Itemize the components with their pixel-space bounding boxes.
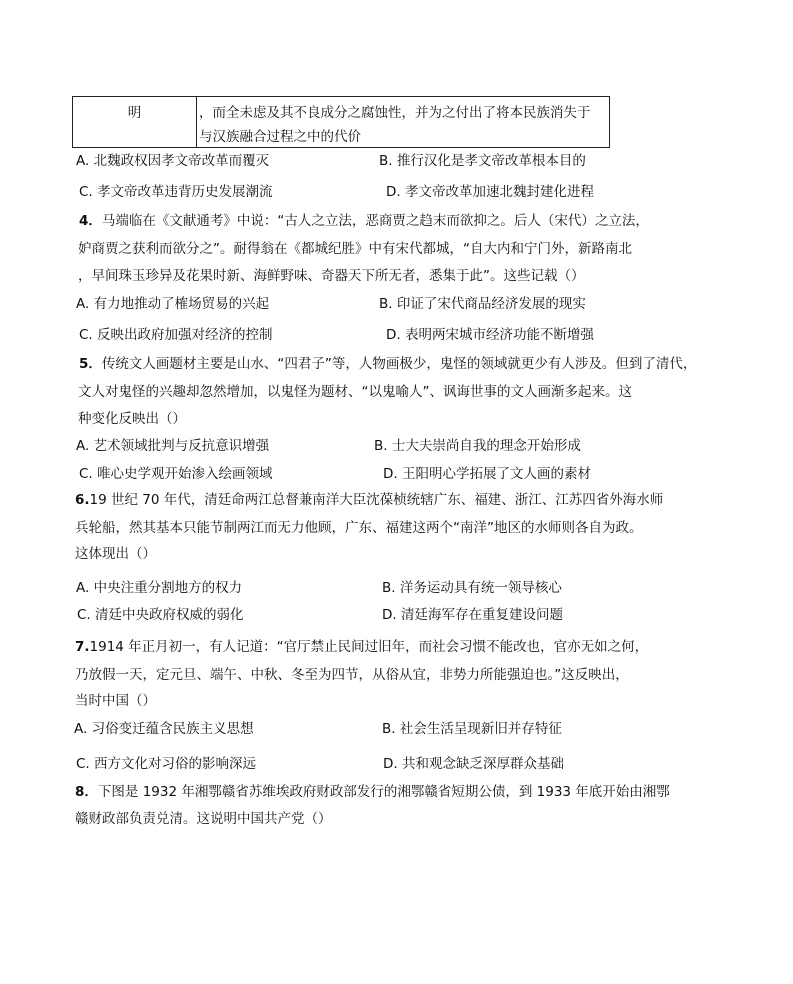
q7-option-a: A. 习俗变迁蕴含民族主义思想	[74, 721, 254, 737]
q5-stem-line-2: 文人对鬼怪的兴趣却忽然增加，以鬼怪为题材、“以鬼喻人”、讽诲世事的文人画渐多起来。这	[78, 384, 632, 400]
q4-option-d: D. 表明两宋城市经济功能不断增强	[386, 327, 594, 343]
q4-number: 4．	[79, 213, 102, 229]
table-left-cell: 明	[73, 97, 197, 147]
q5-stem-line-3: 种变化反映出（）	[78, 411, 186, 427]
q7-stem-line-2: 乃放假一天，定元旦、端午、中秋、冬至为四节，从俗从宜，非势力所能强迫也。”这反映出，	[75, 667, 629, 683]
q3-option-a: A. 北魏政权因孝文帝改革而覆灭	[76, 153, 270, 169]
q5-option-d: D. 王阳明心学拓展了文人画的素材	[383, 466, 591, 482]
q4-stem-line-2: 妒商贾之获利而欲分之”。耐得翁在《都城纪胜》中有宋代都城，“自大内和宁门外，新路南北	[78, 241, 632, 257]
table-right-cell	[197, 97, 609, 147]
q7-option-d: D. 共和观念缺乏深厚群众基础	[383, 756, 564, 772]
q6-option-d: D. 清廷海军存在重复建设问题	[382, 607, 563, 623]
q4-option-a: A. 有力地推动了榷场贸易的兴起	[76, 296, 270, 312]
q6-option-b: B. 洋务运动具有统一领导核心	[382, 580, 562, 596]
q4-stem-line-1: 4．马端临在《文献通考》中说：“古人之立法，恶商贾之趋末而欲抑之。后人（宋代）之立法，	[79, 213, 649, 229]
q3-option-c: C. 孝文帝改革违背历史发展潮流	[79, 184, 273, 200]
q6-stem-line-2: 兵轮船，然其基本只能节制两江而无力他顾，广东、福建这两个“南洋”地区的水师则各自为政。	[75, 520, 643, 536]
q5-option-a: A. 艺术领域批判与反抗意识增强	[76, 438, 270, 454]
table-right-line-2: 与汉族融合过程之中的代价	[199, 129, 361, 145]
q4-option-c: C. 反映出政府加强对经济的控制	[79, 327, 273, 343]
q8-number: 8．	[75, 784, 98, 800]
q6-option-c: C. 清廷中央政府权威的弱化	[77, 607, 244, 623]
q4-stem-line-3: ，早间珠玉珍异及花果时新、海鲜野味、奇器天下所无者，悉集于此”。这些记载（）	[78, 268, 585, 284]
q8-stem-line-1: 8．下图是 1932 年湘鄂赣省苏维埃政府财政部发行的湘鄂赣省短期公债，到 1933 年底开始由湘鄂	[75, 784, 670, 800]
q5-option-c: C. 唯心史学观开始渗入绘画领域	[79, 466, 273, 482]
q4-option-b: B. 印证了宋代商品经济发展的现实	[379, 296, 586, 312]
table-right-line-1: ，而全未虑及其不良成分之腐蚀性，并为之付出了将本民族消失于	[199, 105, 591, 121]
q7-option-c: C. 西方文化对习俗的影响深远	[76, 756, 257, 772]
table-fragment	[72, 96, 610, 148]
q3-option-b: B. 推行汉化是孝文帝改革根本目的	[379, 153, 586, 169]
q7-option-b: B. 社会生活呈现新旧并存特征	[382, 721, 562, 737]
q5-number: 5．	[79, 356, 102, 372]
q5-option-b: B. 士大夫崇尚自我的理念开始形成	[374, 438, 581, 454]
q6-stem-line-3: 这体现出（）	[75, 546, 156, 562]
q8-stem-line-2: 赣财政部负责兑清。这说明中国共产党（）	[75, 811, 332, 827]
q5-stem-line-1: 5．传统文人画题材主要是山水、“四君子”等，人物画极少，鬼怪的领域就更少有人涉及。但到了清代，	[79, 356, 697, 372]
q7-number: 7.	[75, 639, 90, 655]
q7-stem-line-3: 当时中国（）	[75, 693, 156, 709]
q6-stem-line-1: 6.19 世纪 70 年代，清廷命两江总督兼南洋大臣沈葆桢统辖广东、福建、浙江、江苏四省外海水师	[75, 492, 664, 508]
q6-number: 6.	[75, 492, 90, 508]
q7-stem-line-1: 7.1914 年正月初一，有人记道：“官厅禁止民间过旧年，而社会习惯不能改也，官亦无如之何，	[75, 639, 649, 655]
q6-option-a: A. 中央注重分割地方的权力	[76, 580, 243, 596]
q3-option-d: D. 孝文帝改革加速北魏封建化进程	[386, 184, 594, 200]
